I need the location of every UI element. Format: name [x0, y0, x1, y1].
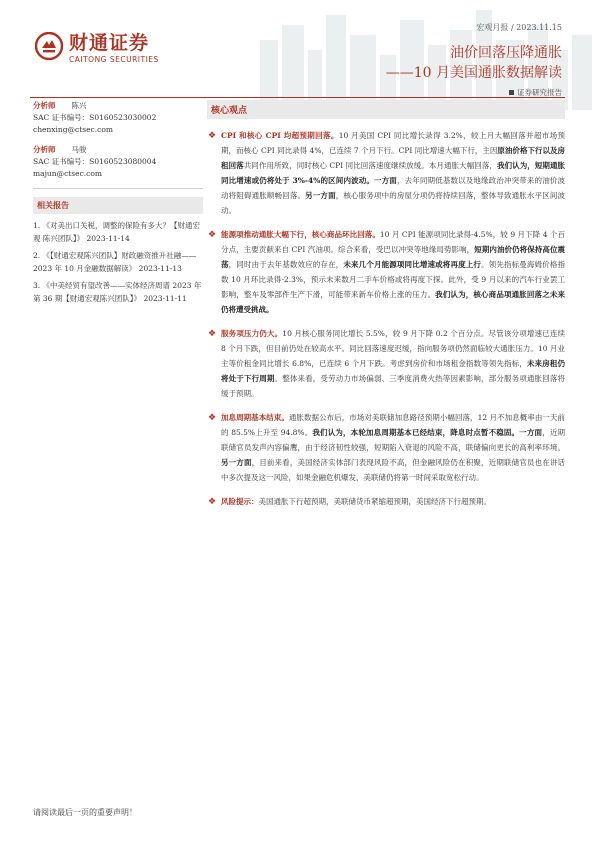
emphasis-text: 短期内油价仍将保持高位震荡	[221, 245, 566, 269]
diamond-bullet-icon: ❖	[208, 413, 217, 423]
core-point	[207, 494, 565, 509]
emphasis-text: 另一方面	[221, 458, 252, 467]
body-text: ，近期联储官员发声内容偏鹰，由于经济韧性较强，短期陷入衰退的风险不高，联储偏向更长的高利率环境。	[221, 428, 566, 452]
body-text: ，目前来看，美国经济实体部门表现风险不高，但金融风险仍在积聚，近期联储官员也在讲话中多次提及这一风险，如果金融危机爆发，美联储仍将第一时间采取宽松行动。	[221, 458, 566, 482]
analyst-sac: SAC 证书编号：S0160523080004	[33, 157, 157, 166]
emphasis-text: 另一方面	[305, 191, 336, 200]
footer-disclaimer: 请阅读最后一页的重要声明！	[33, 808, 137, 817]
core-points-list	[207, 128, 565, 509]
report-subtitle: ——10 月美国通胀数据解读	[385, 65, 562, 81]
analyst-email[interactable]: chenxing@ctsec.com	[33, 125, 113, 134]
body-text: 10 月核心服务同比增长 5.5%，较 9 月下降 0.2 个百分点。尽管该分项增速已连续 8 个月下跌，但目前仍处在较高水平。同比回落速度迟缓，指向服务项仍然面临较大通胀压力。10 月业主等价租金同比增长 6.8%，已连续 6 个月下跌。考虑到房价和市场租金指数等领先指标，	[221, 329, 566, 368]
emphasis-text: 我们认为，本轮加息周期基本已经结束，降息时点暂不稳固。一方面	[312, 428, 543, 437]
body-text: 10 月 CPI 能源项同比录得-4.5%，较 9 月下降 4 个百分点，主要贡献来自 CPI 汽油项。综合来看，受巴以冲突等地缘局势影响，	[221, 230, 565, 254]
body-text: 10 月美国 CPI 同比增长录得 3.2%，较上月大幅回落并超市场预期，而核心 CPI 同比录得 4%，已连续 7 个月下行。CPI 同比增速大幅下行，主因	[221, 131, 565, 155]
emphasis-text: 我们认为，短期通胀同比增速或仍将处于 3%-4%的区间内波动。一方面	[221, 161, 566, 185]
body-text: 美国通胀下行超预期，美联储货币紧缩超预期，美国经济下行超预期。	[258, 497, 491, 506]
diamond-bullet-icon: ❖	[208, 131, 217, 141]
analyst-name: 马骏	[71, 145, 87, 154]
analyst-card	[33, 144, 203, 180]
analyst-email[interactable]: majun@ctsec.com	[33, 169, 102, 178]
square-bullet-icon	[509, 90, 514, 95]
emphasis-text: 我们认为，核心商品项通胀回落之未来仍将遭受挑战。	[221, 290, 566, 314]
emphasis-text: 未来房租仍将处于下行周期	[221, 359, 566, 383]
analyst-role: 分析师	[33, 145, 56, 154]
core-point	[207, 128, 565, 218]
body-text: 共同作用所致，同时核心 CPI 同比回落速度继续放缓。本月通胀大幅回落，	[243, 161, 497, 170]
core-point	[207, 410, 565, 485]
body-text: ，同时由于去年基数效应的存在，	[228, 260, 344, 269]
emphasis-text: 原油价格下行以及房租回落	[221, 146, 566, 170]
core-point-title: 服务项压力仍大。	[221, 329, 283, 338]
logo-english-name: CAITONG SECURITIES	[69, 55, 159, 64]
sidebar-divider	[33, 188, 203, 189]
core-point-title: 加息周期基本结束。	[221, 413, 289, 422]
analyst-card	[33, 100, 203, 136]
diamond-bullet-icon: ❖	[208, 329, 217, 339]
related-reports-heading: 相关报告	[33, 197, 203, 214]
body-text: ，去年同期低基数以及地缘政治冲突带来的油价波动将阻碍通胀顺畅回落。	[221, 176, 565, 200]
body-text: 通胀数据公布后，市场对美联储加息路径预期小幅回落，12 月不加息概率由一天前的 85.5%上升至 94.8%。	[221, 413, 565, 437]
body-text: 。整体来看，受劳动力市场偏弱、三季度消费火热等因素影响，部分服务项通胀回落将缓于预期。	[221, 374, 566, 398]
analyst-name: 陈兴	[71, 101, 87, 110]
logo-icon	[35, 32, 63, 60]
company-logo	[35, 28, 159, 64]
diamond-bullet-icon: ❖	[208, 497, 217, 507]
core-point-title: CPI 和核心 CPI 均超预期回落。	[221, 131, 339, 140]
related-report-link[interactable]: 1. 《对美出口关税，调整的保险有多大？【财通宏观 陈兴团队】》 2023-11-14	[33, 221, 201, 243]
header-divider	[30, 97, 565, 98]
department-text: 证券研究报告	[517, 88, 562, 97]
body-text: 。领先指标曼海姆价格指数 10 月环比录得-2.3%，预示未来数月二手车价格或将再度下探。此外，受 9 月以来的汽车行业罢工影响，整车及零部件生产下滑，可能带来新车价格上涨的压力。	[221, 260, 566, 299]
emphasis-text: 未来几个月能源项同比增速或将再度上行	[343, 260, 482, 269]
related-report-link[interactable]: 3. 《中美经贸有望改善——实体经济周谱 2023 年第 36 期【财通宏观陈兴团队】》 2023-11-11	[33, 281, 202, 303]
core-points-heading: 核心观点	[207, 100, 565, 119]
report-header	[0, 0, 595, 110]
related-report-link[interactable]: 2. 《【财通宏观陈兴团队】财政融资推升社融——2023 年 10 月金融数据解读》 2023-11-13	[33, 251, 197, 273]
analyst-role: 分析师	[33, 101, 56, 110]
analyst-list	[33, 100, 203, 180]
diamond-bullet-icon: ❖	[208, 230, 217, 240]
logo-chinese-name: 财通证券	[69, 32, 150, 54]
report-meta: 宏观月报 / 2023.11.15	[476, 23, 562, 32]
left-sidebar	[33, 100, 203, 309]
body-text: ，核心服务项中的房屋分项仍将持续回落，整体导致通胀水平区间波动。	[221, 191, 566, 215]
related-reports-list	[33, 219, 203, 305]
analyst-sac: SAC 证书编号：S0160523030002	[33, 113, 157, 122]
core-point	[207, 227, 565, 317]
core-point-title: 风险提示：	[221, 497, 259, 506]
core-point-title: 能源项推动通胀大幅下行，核心商品环比回落。	[221, 230, 380, 239]
report-title: 油价回落压降通胀	[450, 45, 562, 61]
core-point	[207, 326, 565, 401]
core-content	[207, 100, 565, 509]
